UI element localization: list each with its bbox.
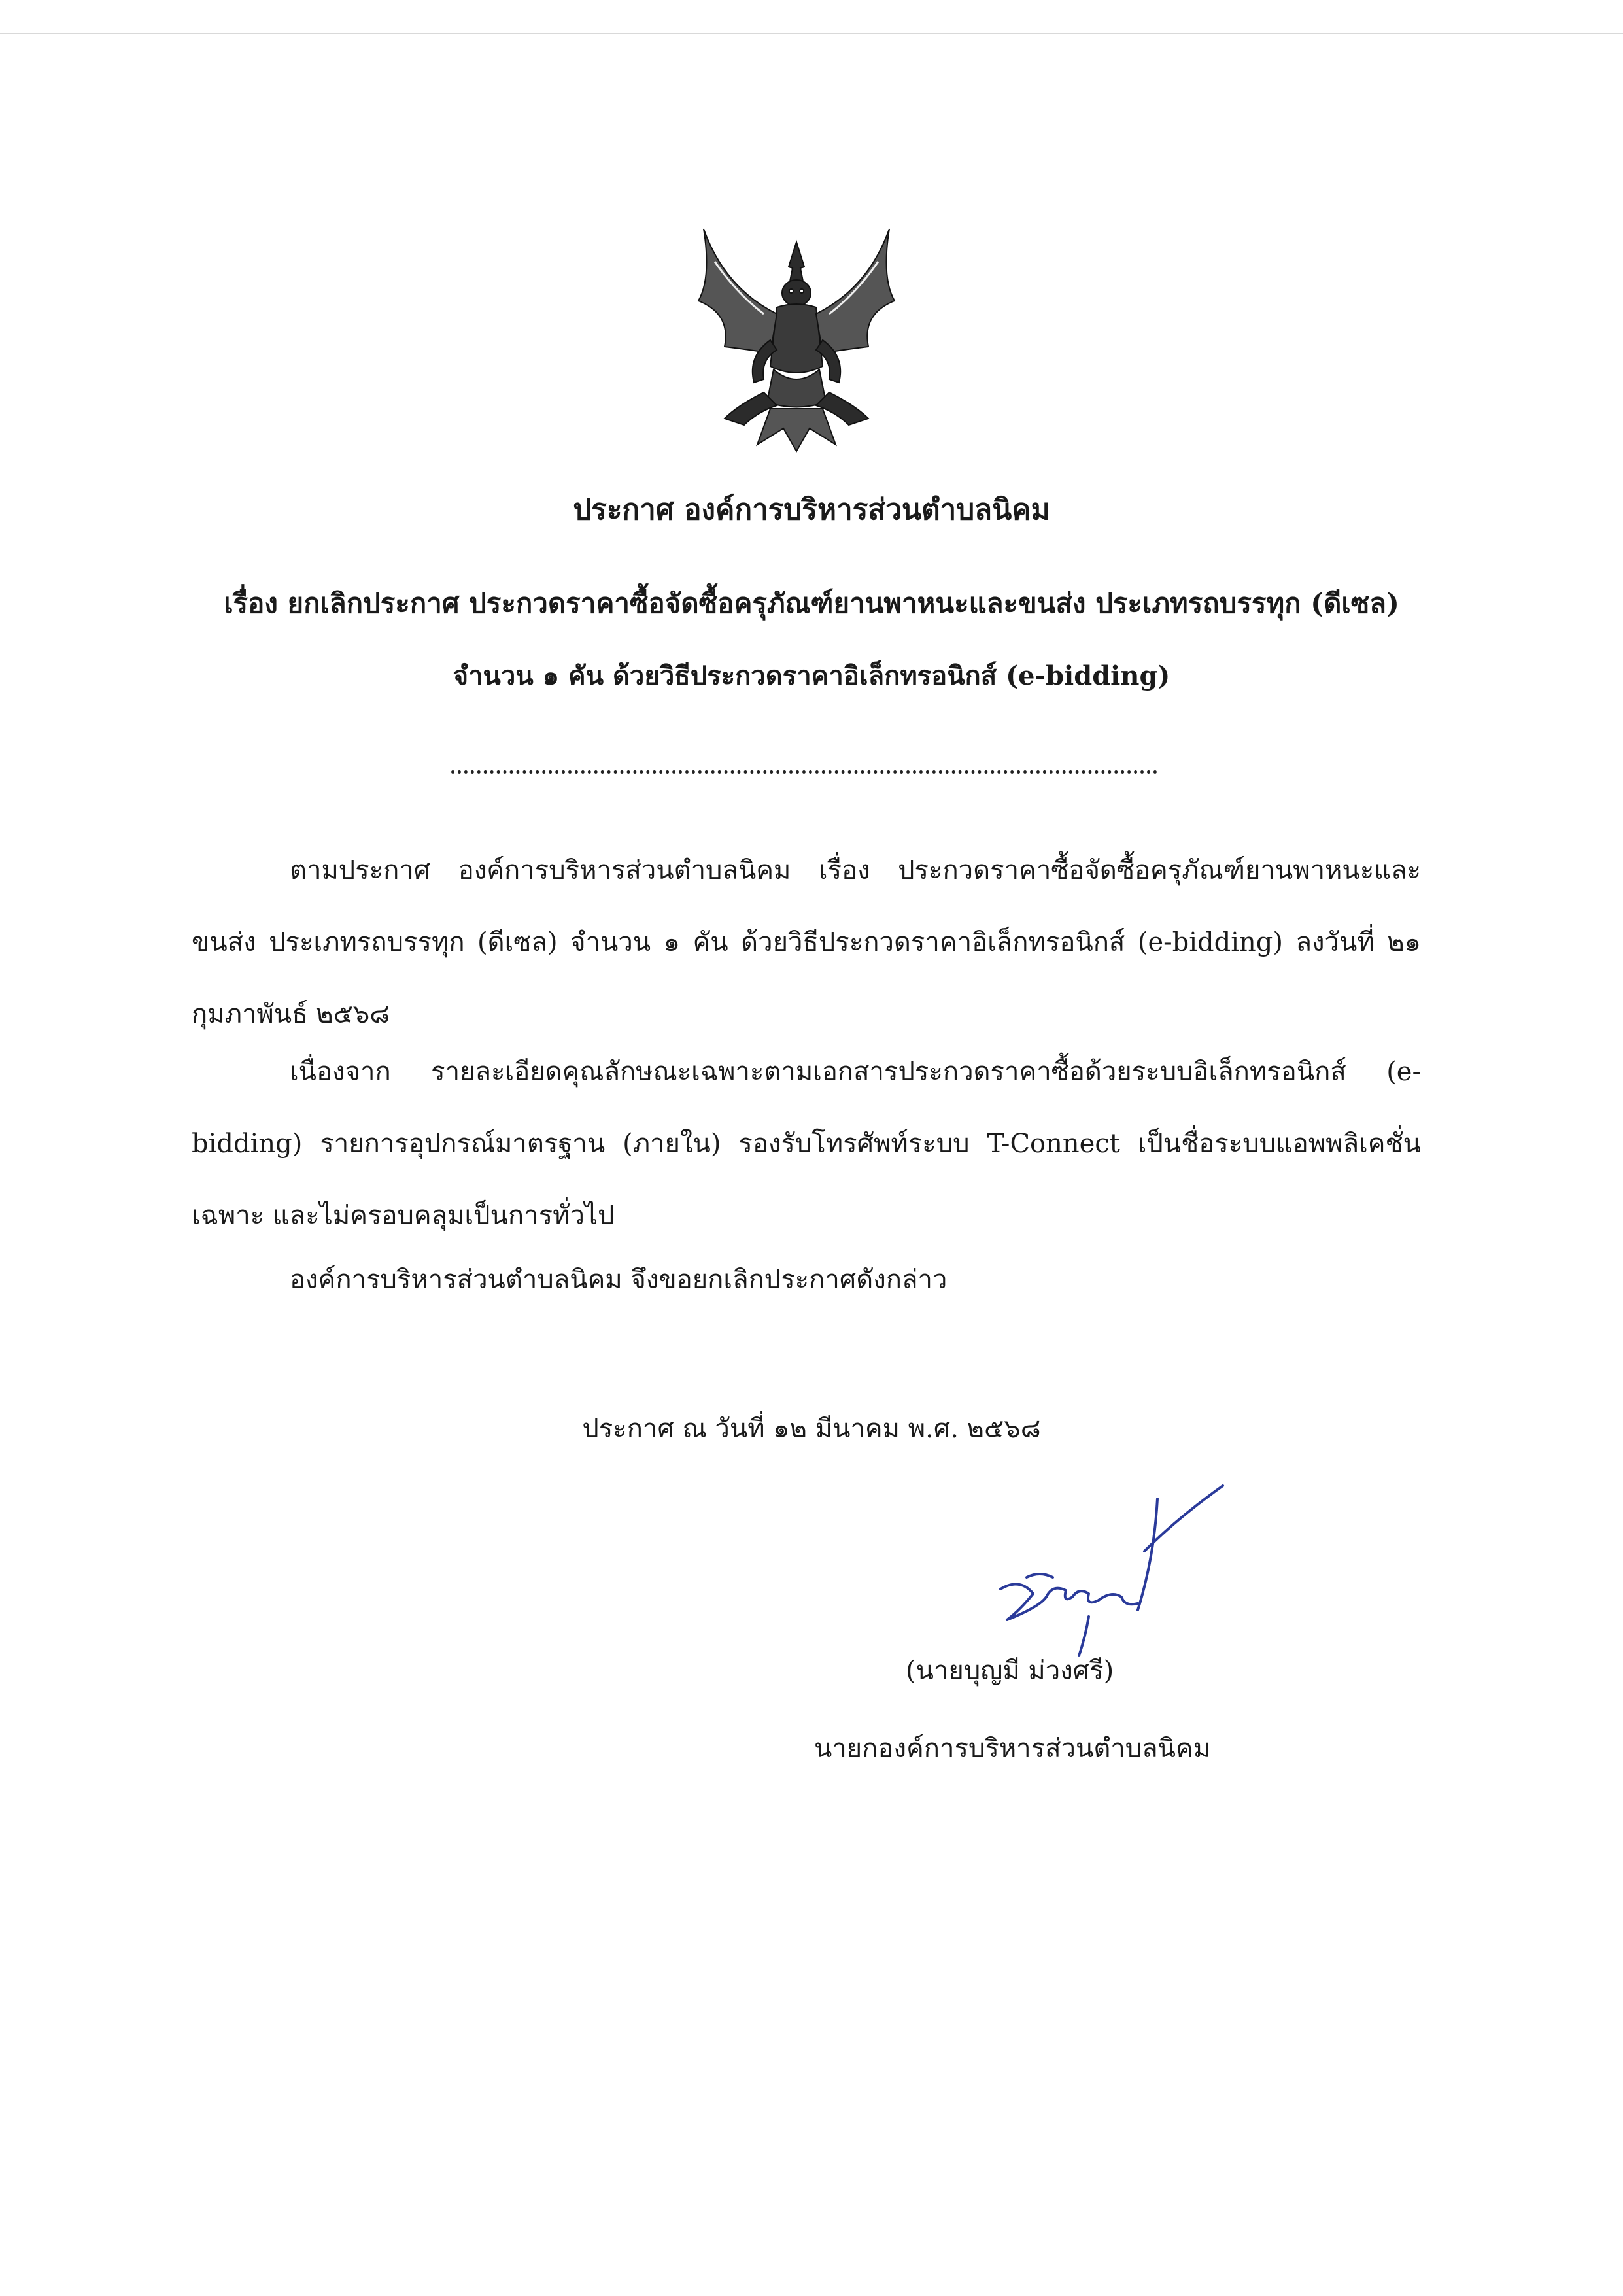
dotted-separator <box>451 770 1157 774</box>
scan-edge-line <box>0 33 1623 34</box>
signer-position: นายกองค์การบริหารส่วนตำบลนิคม <box>814 1734 1211 1764</box>
handwritten-signature <box>981 1479 1242 1675</box>
signer-name: (นายบุญมี ม่วงศรี) <box>906 1656 1114 1686</box>
body-paragraph-2: เนื่องจาก รายละเอียดคุณลักษณะเฉพาะตามเอกสารประกวดราคาซื้อด้วยระบบอิเล็กทรอนิกส์ (e-bidding) รายการอุปกรณ์มาตรฐาน (ภายใน) รองรับโทรศัพท์ระบบ T-Connect เป็นชื่อระบบแอพพลิเคชั่นเฉพาะ และไม่ครอบคลุมเป็นการทั่วไป <box>192 1057 1421 1231</box>
closing-statement: องค์การบริหารส่วนตำบลนิคม จึงขอยกเลิกประกาศดังกล่าว <box>290 1265 948 1295</box>
announcement-title: ประกาศ องค์การบริหารส่วนตำบลนิคม <box>573 493 1050 526</box>
garuda-emblem-icon <box>685 216 908 454</box>
subject-line-2: จำนวน ๑ คัน ด้วยวิธีประกวดราคาอิเล็กทรอนิกส์ (e-bidding) <box>453 660 1170 691</box>
subject-line-1 <box>0 585 1623 622</box>
body-paragraph-1: ตามประกาศ องค์การบริหารส่วนตำบลนิคม เรื่อง ประกวดราคาซื้อจัดซื้อครุภัณฑ์ยานพาหนะและขนส่ง ประเภทรถบรรทุก (ดีเซล) จำนวน ๑ คัน ด้วยวิธีประกวดราคาอิเล็กทรอนิกส์ (e-bidding) ลงวันที่ ๒๑ กุมภาพันธ์ ๒๕๖๘ <box>192 855 1421 1029</box>
announcement-date: ประกาศ ณ วันที่ ๑๒ มีนาคม พ.ศ. ๒๕๖๘ <box>582 1414 1041 1444</box>
subject-label: เรื่อง <box>224 587 278 619</box>
subject-text-1: ยกเลิกประกาศ ประกวดราคาซื้อจัดซื้อครุภัณฑ์ยานพาหนะและขนส่ง ประเภทรถบรรทุก (ดีเซล) <box>287 587 1399 619</box>
